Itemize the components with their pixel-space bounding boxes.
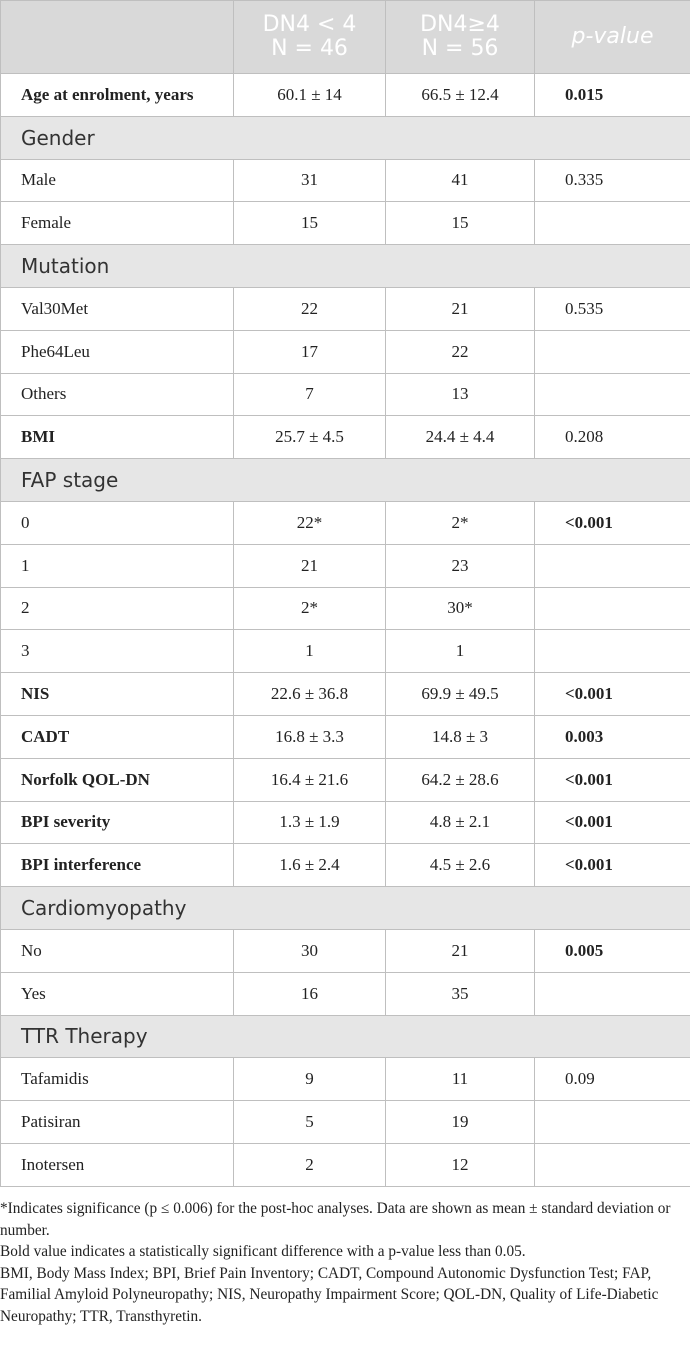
cell-dn4-low: 9 [234,1058,386,1101]
row-label: Norfolk QOL-DN [1,758,234,801]
header-dn4-high [386,1,535,74]
cell-dn4-high: 21 [386,287,535,330]
cell-dn4-low: 1.6 ± 2.4 [234,844,386,887]
row-label: BPI interference [1,844,234,887]
cell-dn4-low: 1 [234,630,386,673]
row-label: CADT [1,715,234,758]
cell-dn4-low: 22* [234,501,386,544]
section-title: Mutation [1,245,690,288]
cell-p-value [535,373,690,416]
table-row [1,758,690,801]
cell-dn4-high: 2* [386,501,535,544]
section-title: Gender [1,116,690,159]
footnote-bold-note: Bold value indicates a statistically significant difference with a p-value less than 0.05. [0,1243,526,1260]
row-label: Patisiran [1,1101,234,1144]
footnote-abbreviations: BMI, Body Mass Index; BPI, Brief Pain Inventory; CADT, Compound Autonomic Dysfunction Test; FAP, Familial Amyloid Polyneuropathy; NIS, Neuropathy Impairment Score; QOL-DN, Quality of Life-Diabetic Neuropathy; TTR, Transthyretin. [0,1264,659,1325]
table-row [1,544,690,587]
cell-dn4-high: 41 [386,159,535,202]
row-label: 1 [1,544,234,587]
section-title: FAP stage [1,459,690,502]
header-dn4-low-label: DN4 < 4 [262,12,357,37]
cell-p-value [535,972,690,1015]
section-header-row [1,887,690,930]
cell-dn4-low: 16 [234,972,386,1015]
cell-p-value: 0.005 [535,929,690,972]
cell-dn4-low: 22.6 ± 36.8 [234,673,386,716]
cell-dn4-high: 66.5 ± 12.4 [386,74,535,117]
row-label: Inotersen [1,1143,234,1186]
cell-p-value: 0.335 [535,159,690,202]
row-label: Male [1,159,234,202]
section-title: TTR Therapy [1,1015,690,1058]
section-header-row [1,1015,690,1058]
row-label: BPI severity [1,801,234,844]
header-p-value: p-value [535,1,690,74]
row-label: 3 [1,630,234,673]
cell-dn4-low: 31 [234,159,386,202]
cell-p-value [535,1101,690,1144]
cell-p-value: <0.001 [535,758,690,801]
cell-dn4-low: 2 [234,1143,386,1186]
cell-dn4-high: 35 [386,972,535,1015]
table-row [1,202,690,245]
table-row [1,972,690,1015]
cell-p-value: 0.003 [535,715,690,758]
cell-dn4-low: 16.8 ± 3.3 [234,715,386,758]
cell-p-value [535,330,690,373]
table-row [1,1058,690,1101]
cell-dn4-low: 25.7 ± 4.5 [234,416,386,459]
cell-p-value: <0.001 [535,844,690,887]
table-body [1,74,690,1187]
cell-dn4-high: 4.5 ± 2.6 [386,844,535,887]
cell-dn4-high: 30* [386,587,535,630]
cell-dn4-low: 5 [234,1101,386,1144]
cell-p-value: <0.001 [535,801,690,844]
table-row [1,929,690,972]
table-row [1,1143,690,1186]
cell-dn4-low: 2* [234,587,386,630]
cell-p-value [535,587,690,630]
table-row [1,501,690,544]
cell-dn4-high: 13 [386,373,535,416]
cell-dn4-low: 15 [234,202,386,245]
table-row [1,630,690,673]
table-row [1,330,690,373]
cell-p-value: 0.09 [535,1058,690,1101]
header-dn4-low [234,1,386,74]
table-row [1,673,690,716]
table-row [1,373,690,416]
table-footnotes [0,1198,690,1327]
table-row [1,587,690,630]
cell-p-value [535,630,690,673]
header-dn4-high-label: DN4≥4 [420,12,500,37]
row-label: BMI [1,416,234,459]
row-label: No [1,929,234,972]
header-empty-cell [1,1,234,74]
table-row [1,416,690,459]
cell-dn4-high: 23 [386,544,535,587]
cell-dn4-high: 19 [386,1101,535,1144]
table-row [1,1101,690,1144]
footnote-significance: *Indicates significance (p ≤ 0.006) for the post-hoc analyses. Data are shown as mean ± standard deviation or number. [0,1200,671,1239]
cell-dn4-low: 7 [234,373,386,416]
cell-p-value: 0.535 [535,287,690,330]
row-label: Yes [1,972,234,1015]
section-header-row [1,116,690,159]
cell-dn4-high: 22 [386,330,535,373]
row-label: Age at enrolment, years [1,74,234,117]
cell-p-value: <0.001 [535,673,690,716]
cell-p-value [535,544,690,587]
table-row [1,844,690,887]
header-row [1,1,690,74]
cell-dn4-high: 15 [386,202,535,245]
cell-dn4-low: 30 [234,929,386,972]
row-label: Tafamidis [1,1058,234,1101]
cell-dn4-high: 11 [386,1058,535,1101]
cell-dn4-low: 22 [234,287,386,330]
row-label: Female [1,202,234,245]
cell-dn4-high: 4.8 ± 2.1 [386,801,535,844]
row-label: 2 [1,587,234,630]
cell-p-value [535,1143,690,1186]
cell-p-value: 0.208 [535,416,690,459]
section-header-row [1,245,690,288]
cell-dn4-high: 21 [386,929,535,972]
table-row [1,74,690,117]
cell-dn4-high: 24.4 ± 4.4 [386,416,535,459]
cell-dn4-low: 60.1 ± 14 [234,74,386,117]
cell-dn4-high: 69.9 ± 49.5 [386,673,535,716]
cell-p-value [535,202,690,245]
table-row [1,287,690,330]
cell-dn4-low: 21 [234,544,386,587]
cell-dn4-low: 17 [234,330,386,373]
cell-p-value: 0.015 [535,74,690,117]
row-label: NIS [1,673,234,716]
cell-p-value: <0.001 [535,501,690,544]
cell-dn4-high: 64.2 ± 28.6 [386,758,535,801]
cell-dn4-high: 14.8 ± 3 [386,715,535,758]
table-header [1,1,690,74]
cell-dn4-high: 1 [386,630,535,673]
row-label: Phe64Leu [1,330,234,373]
row-label: Others [1,373,234,416]
cell-dn4-high: 12 [386,1143,535,1186]
row-label: 0 [1,501,234,544]
table-row [1,715,690,758]
table-row [1,159,690,202]
cell-dn4-low: 1.3 ± 1.9 [234,801,386,844]
header-dn4-low-n: N = 46 [271,36,348,61]
cell-dn4-low: 16.4 ± 21.6 [234,758,386,801]
section-header-row [1,459,690,502]
section-title: Cardiomyopathy [1,887,690,930]
header-dn4-high-n: N = 56 [421,36,499,61]
row-label: Val30Met [1,287,234,330]
table-row [1,801,690,844]
